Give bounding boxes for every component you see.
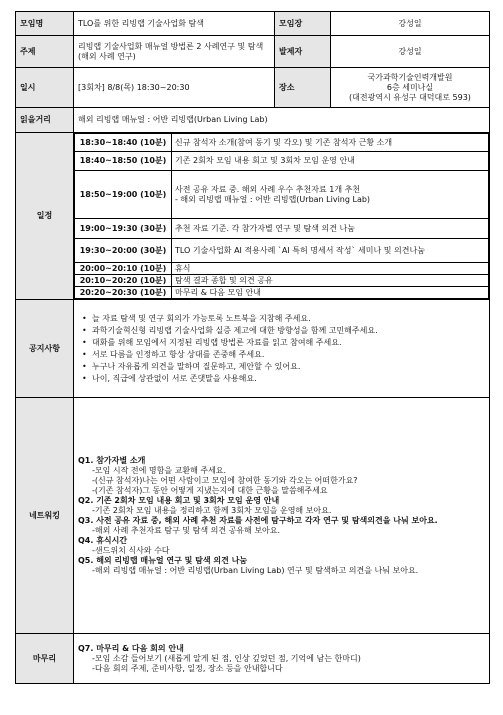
notice-item: • 대화를 위해 모임에서 지정된 리빙랩 방법론 자료를 읽고 참여해 주세요. <box>92 338 485 348</box>
notice-item: • 서로 다름을 인정하고 항상 상대를 존중해 주세요. <box>92 350 485 360</box>
schedule-desc: 추천 자료 기준. 각 참가자별 연구 및 탐색 의견 나눔 <box>172 219 489 239</box>
notices-cell <box>74 300 490 398</box>
schedule-desc: 기존 2회차 모임 내용 회고 및 3회차 모임 운영 안내 <box>172 152 489 171</box>
meeting-plan-table <box>15 11 490 684</box>
schedule-desc: 탐색 결과 종합 및 의견 공유 <box>172 275 489 287</box>
schedule-row <box>75 275 489 287</box>
datetime-text: [3회차] 8/8(목) 18:30~20:30 <box>74 68 275 108</box>
closing-q7-a: -모임 소감 들어보기 (새롭게 알게 된 점, 인상 깊었던 점, 기억에 남는 한마디) <box>92 653 361 663</box>
schedule-time: 18:40~18:50 (10분) <box>75 152 172 171</box>
reading-label: 읽을거리 <box>16 108 74 133</box>
schedule-row <box>75 263 489 275</box>
closing-q7-b: -다음 회의 주제, 준비사항, 일정, 장소 등을 안내합니다 <box>92 663 283 673</box>
networking-q1-c: -(기존 참석자)그 동안 어떻게 지냈는지에 대한 근황을 말씀해주세요 <box>92 485 328 495</box>
meeting-name-label: 모임명 <box>16 12 74 36</box>
schedule-cell <box>74 133 490 300</box>
networking-q4: Q4. 휴식시간 <box>78 535 128 545</box>
schedule-time: 19:30~20:00 (30분) <box>75 239 172 263</box>
schedule-row <box>75 134 489 152</box>
topic-label: 주제 <box>16 36 74 68</box>
notice-item: • 나이, 직급에 상관없이 서로 존댓말을 사용해요. <box>92 374 485 384</box>
notices-list <box>78 314 485 384</box>
schedule-row <box>75 152 489 171</box>
networking-q4-a: -샌드위치 식사와 수다 <box>92 545 170 555</box>
meeting-name: TLO를 위한 리빙랩 기술사업화 탐색 <box>74 12 275 36</box>
schedule-desc: 마무리 & 다음 모임 안내 <box>172 287 489 299</box>
closing-label: 마무리 <box>16 634 74 684</box>
schedule-row <box>75 219 489 239</box>
networking-q1-b: -(신규 참석자)나는 어떤 사람이고 모임에 참여한 동기와 각오는 어떠한가요? <box>92 475 358 485</box>
schedule-time: 18:30~18:40 (10분) <box>75 134 172 152</box>
notice-item: • 누구나 자유롭게 의견을 말하며 질문하고, 제안할 수 있어요. <box>92 362 485 372</box>
networking-q2-a: -기존 2회차 모임 내용을 정리하고 함께 3회차 모임을 운영해 보아요. <box>92 505 332 515</box>
schedule-desc: TLO 기술사업화 AI 적용사례 `AI 특허 명세서 작성` 세미나 및 의견나눔 <box>172 239 489 263</box>
leader-name: 강성일 <box>331 12 490 36</box>
datetime-label: 일시 <box>16 68 74 108</box>
schedule-label: 일정 <box>16 133 74 300</box>
networking-q3: Q3. 사전 공유 자료 중, 해외 사례 추천 자료를 사전에 탐구하고 각자 연구 및 탐색의견을 나눠 보아요. <box>78 515 438 525</box>
networking-q3-a: -해외 사례 추천자료 탐구 및 탐색 의견 공유해 보아요. <box>92 525 281 535</box>
place-text <box>331 68 490 108</box>
networking-q1: Q1. 참가자별 소개 <box>78 455 146 465</box>
schedule-time: 20:20~20:30 (10분) <box>75 287 172 299</box>
schedule-time: 20:00~20:10 (10분) <box>75 263 172 275</box>
closing-cell <box>74 634 490 684</box>
schedule-desc <box>172 171 489 219</box>
schedule-table <box>74 133 489 299</box>
schedule-desc: 신규 참석자 소개(참여 동기 및 각오) 및 기존 참석자 근황 소개 <box>172 134 489 152</box>
presenter-label: 발제자 <box>275 36 331 68</box>
networking-cell <box>74 398 490 634</box>
schedule-row <box>75 287 489 299</box>
notice-item: • 과학기술혁신형 리빙랩 기술사업화 실증 제고에 대한 방향성을 함께 고민해주세요. <box>92 326 485 336</box>
networking-q5-a: -해외 리빙랩 매뉴얼 : 어반 리빙랩(Urban Living Lab) 연구 및 탐색하고 의견을 나눠 보아요. <box>92 565 419 575</box>
topic-text: 리빙랩 기술사업화 매뉴얼 방법론 2 사례연구 및 탐색 (해외 사례 연구) <box>74 36 275 68</box>
schedule-desc: 휴식 <box>172 263 489 275</box>
reading-text: 해외 리빙랩 매뉴얼 : 어반 리빙랩(Urban Living Lab) <box>74 108 490 133</box>
place-label: 장소 <box>275 68 331 108</box>
schedule-desc-line-1: 사전 공유 자료 중. 해외 사례 우수 추천자료 1개 추천 <box>175 185 361 195</box>
place-line-2: 6층 세미나실 <box>386 82 434 92</box>
notices-label: 공지사항 <box>16 300 74 398</box>
presenter-name: 강성일 <box>331 36 490 68</box>
leader-label: 모임장 <box>275 12 331 36</box>
networking-label: 네트워킹 <box>16 398 74 634</box>
schedule-desc-line-2: - 해외 리빙랩 매뉴얼 : 어반 리빙랩(Urban Living Lab) <box>175 194 371 204</box>
schedule-time: 20:10~20:20 (10분) <box>75 275 172 287</box>
schedule-time: 19:00~19:30 (30분) <box>75 219 172 239</box>
place-line-1: 국가과학기술인력개발원 <box>367 72 453 82</box>
schedule-row <box>75 239 489 263</box>
place-line-3: (대전광역시 유성구 대덕대로 593) <box>349 92 471 102</box>
closing-q7: Q7. 마무리 & 다음 회의 안내 <box>78 643 184 653</box>
networking-q1-a: -모임 시작 전에 명함을 교환해 주세요. <box>92 465 227 475</box>
notice-item: • 늘 자료 탐색 및 연구 회의가 가능토록 노트북을 지참해 주세요. <box>92 314 485 324</box>
networking-q5: Q5. 해외 리빙랩 매뉴얼 연구 및 탐색 의견 나눔 <box>78 555 248 565</box>
schedule-time: 18:50~19:00 (10분) <box>75 171 172 219</box>
networking-q2: Q2. 기존 2회차 모임 내용 회고 및 3회차 모임 운영 안내 <box>78 495 280 505</box>
schedule-row <box>75 171 489 219</box>
